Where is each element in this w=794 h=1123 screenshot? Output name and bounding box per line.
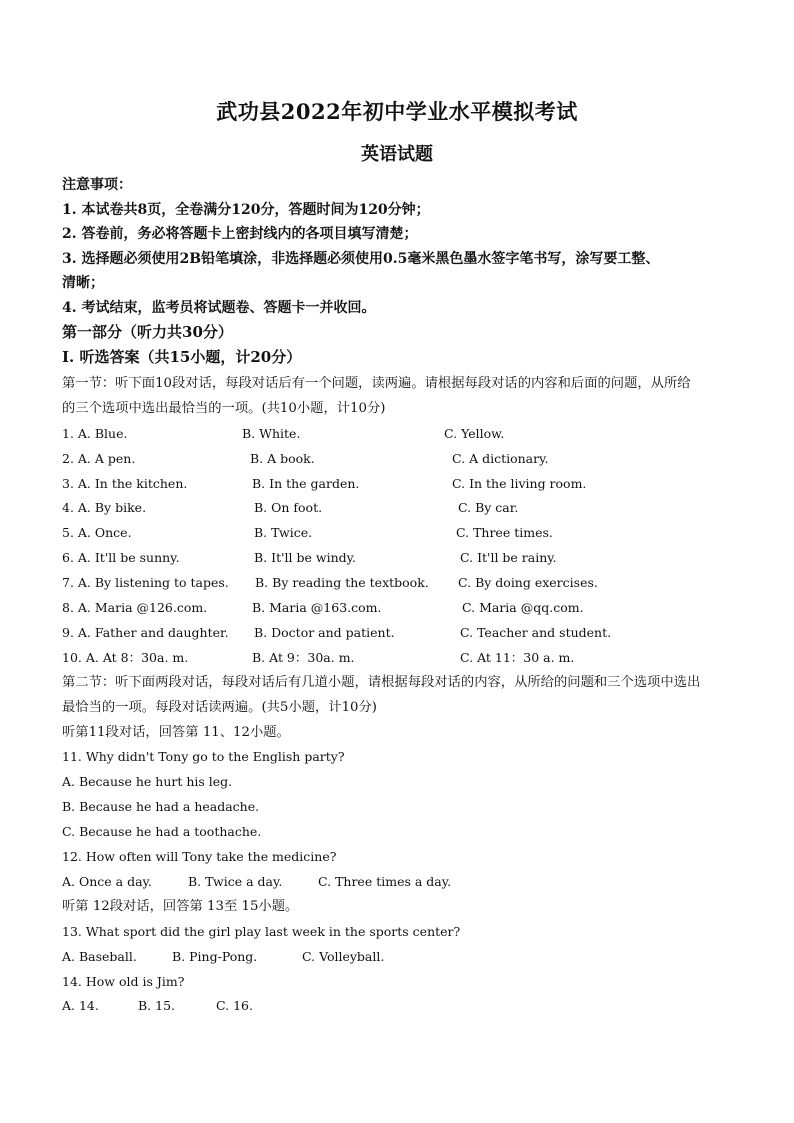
dialog-11-intro: 听第11段对话，回答第 11、12小题。	[62, 724, 290, 740]
option-a: 10. A. At 8：30a. m.	[62, 649, 189, 665]
question-row	[62, 571, 742, 596]
option-b: B. Maria @163.com.	[252, 600, 382, 616]
question-13-option-c: C. Volleyball.	[302, 948, 385, 964]
note-item-4: 4. 考试结束，监考员将试题卷、答题卡一并收回。	[62, 299, 376, 316]
option-a: 2. A. A pen.	[62, 450, 136, 466]
page-title: 武功县2022年初中学业水平模拟考试	[216, 99, 578, 124]
option-a: 4. A. By bike.	[62, 500, 147, 516]
dialog-12-intro: 听第 12段对话，回答第 13至 15小题。	[62, 898, 299, 914]
option-b: B. It'll be windy.	[254, 550, 356, 566]
question-11: 11. Why didn't Tony go to the English party?	[62, 749, 345, 765]
question-list	[62, 422, 742, 671]
option-a: 8. A. Maria @126.com.	[62, 600, 208, 616]
option-c: C. By doing exercises.	[458, 575, 598, 591]
question-row	[62, 521, 742, 546]
section2-instructions-line2: 最恰当的一项。每段对话读两遍。(共5小题，计10分)	[62, 699, 377, 715]
option-b: B. By reading the textbook.	[255, 575, 429, 591]
option-c: C. Three times.	[456, 525, 553, 541]
question-row	[62, 422, 742, 447]
section2-instructions-line1: 第二节：听下面两段对话，每段对话后有几道小题，请根据每段对话的内容，从所给的问题和三个选项中选出	[62, 674, 701, 690]
question-14-option-a: A. 14.	[62, 998, 99, 1014]
note-item-1: 1. 本试卷共8页，全卷满分120分，答题时间为120分钟；	[62, 201, 430, 218]
section1-instructions-line1: 第一节：听下面10段对话，每段对话后有一个问题，读两遍。请根据每段对话的内容和后面的问题，从所给	[62, 376, 691, 391]
listening-section	[62, 372, 742, 1019]
section1-instructions-line2: 的三个选项中选出最恰当的一项。(共10小题，计10分)	[62, 400, 386, 416]
question-row	[62, 472, 742, 497]
option-b: B. On foot.	[254, 500, 323, 516]
question-11-option-c: C. Because he had a toothache.	[62, 824, 262, 840]
section-one-heading: I. 听选答案（共15小题，计20分）	[62, 347, 302, 366]
option-a: 9. A. Father and daughter.	[62, 624, 229, 640]
question-14-option-b: B. 15.	[138, 998, 176, 1014]
option-c: C. A dictionary.	[452, 450, 549, 466]
question-11-option-a: A. Because he hurt his leg.	[62, 774, 233, 790]
question-row	[62, 621, 742, 646]
option-b: B. Twice.	[254, 525, 313, 541]
question-row	[62, 596, 742, 621]
option-a: 7. A. By listening to tapes.	[62, 575, 229, 591]
question-14-options	[62, 994, 742, 1019]
question-13-option-b: B. Ping-Pong.	[172, 948, 258, 964]
question-14: 14. How old is Jim?	[62, 973, 185, 989]
question-14-option-c: C. 16.	[216, 998, 253, 1014]
question-11-option-b: B. Because he had a headache.	[62, 799, 260, 815]
question-12-option-b: B. Twice a day.	[188, 873, 283, 889]
question-12-option-c: C. Three times a day.	[318, 873, 452, 889]
question-12: 12. How often will Tony take the medicine?	[62, 849, 337, 865]
page-subtitle: 英语试题	[361, 144, 433, 165]
part-one-heading: 第一部分（听力共30分）	[62, 323, 233, 341]
question-13-options	[62, 945, 742, 970]
note-item-3-cont: 清晰；	[62, 275, 104, 291]
option-b: B. White.	[242, 425, 301, 441]
option-c: C. It'll be rainy.	[460, 550, 557, 566]
question-13-option-a: A. Baseball.	[62, 948, 137, 964]
option-c: C. In the living room.	[452, 475, 587, 491]
question-row	[62, 546, 742, 571]
option-c: C. At 11：30 a. m.	[460, 649, 575, 665]
question-12-option-a: A. Once a day.	[62, 873, 152, 889]
question-12-options	[62, 870, 742, 895]
option-c: C. Maria @qq.com.	[462, 600, 584, 616]
option-a: 1. A. Blue.	[62, 425, 128, 441]
option-a: 6. A. It'll be sunny.	[62, 550, 180, 566]
option-b: B. Doctor and patient.	[254, 624, 395, 640]
option-b: B. In the garden.	[252, 475, 360, 491]
option-a: 3. A. In the kitchen.	[62, 475, 188, 491]
option-a: 5. A. Once.	[62, 525, 132, 541]
question-row	[62, 496, 742, 521]
note-item-3: 3. 选择题必须使用2B铅笔填涂，非选择题必须使用0.5毫米黑色墨水签字笔书写，涂写要工整、	[62, 250, 660, 267]
question-row	[62, 447, 742, 472]
option-c: C. Yellow.	[444, 425, 505, 441]
option-b: B. A book.	[250, 450, 315, 466]
question-row	[62, 646, 742, 671]
notes-heading: 注意事项：	[62, 177, 132, 193]
option-c: C. Teacher and student.	[460, 624, 612, 640]
note-item-2: 2. 答卷前，务必将答题卡上密封线内的各项目填写清楚；	[62, 226, 418, 242]
question-13: 13. What sport did the girl play last week in the sports center?	[62, 923, 461, 939]
option-b: B. At 9：30a. m.	[252, 649, 355, 665]
option-c: C. By car.	[458, 500, 519, 516]
notes-section	[62, 173, 742, 369]
